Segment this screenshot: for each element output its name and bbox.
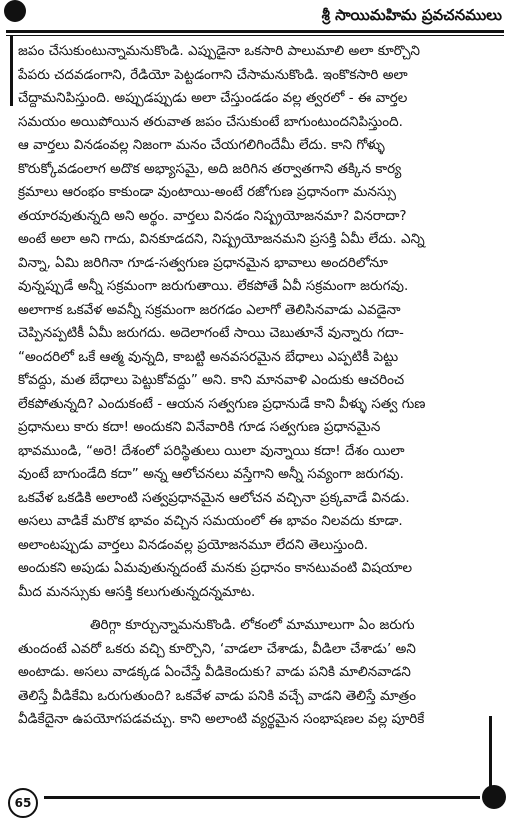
frame-left-border <box>10 36 13 106</box>
text-line: “అందరిలో ఒకే ఆత్మ వున్నది, కాబట్టి అనవసరమైన బేధాలు ఎప్పటికీ పెట్టు <box>18 348 399 365</box>
text-line: తుందంటే ఎవరో ఒకరు వచ్చి కూర్చొని, ‘వాడలా చేశాడు, వీడిలా చేశాడు’ అని <box>18 640 416 657</box>
running-header: శ్రీ సాయిమహిమ ప్రవచనములు <box>321 6 502 24</box>
text-line: తయారవుతున్నది అని అర్థం. వార్తలు వినడం నిష్ప్రయోజనమా? వినరాదా? <box>18 207 407 224</box>
text-line: ఆ వార్తలు వినడంవల్ల నిజంగా మనం చేయగలిగిందేమీ లేదు. కాని గోళ్ళు <box>18 137 385 153</box>
page-number: 65 <box>8 788 38 818</box>
text-line: తెలిస్తే వీడికేమి ఒరుగుతుంది? ఒకవేళ వాడు పనికి వచ్చే వాడని తెలిస్తే మాత్రం <box>18 687 416 704</box>
text-line: అలాంటప్పుడు వార్తలు వినడంవల్ల ప్రయోజనమూ లేదని తెలుస్తుంది. <box>18 536 369 553</box>
corner-ornament-bottom <box>482 785 506 809</box>
body-text <box>18 40 490 732</box>
text-line: వీడికేదైనా ఉపయోగపడవచ్చు. కాని అలాంటి వ్యర్థమైన సంభాషణల వల్ల పూరికే <box>18 711 425 727</box>
text-line: విన్నా, ఏమి జరిగినా గూడ-సత్వగుణ ప్రధానమైన భావాలు అందరిలోనూ <box>18 254 388 271</box>
text-line: అసలు వాడికే మరొక భావం వచ్చిన సమయంలో ఈ భావం నిలవదు కూడా. <box>18 513 403 529</box>
header-rule-inner <box>6 35 504 36</box>
text-line: మీద మనస్సుకు ఆసక్తి కలుగుతున్నదన్నమాట. <box>18 583 256 600</box>
text-line: అందుకని అపుడు ఏమవుతున్నదంటే మనకు ప్రధానం కానటువంటి విషయాల <box>18 560 413 576</box>
corner-ornament-top <box>4 0 26 22</box>
text-line: చేద్దామనిపిస్తుంది. అప్పుడప్పుడు అలా చేస్తుండడం వల్ల త్వరలో - ఈ వార్తల <box>18 90 408 106</box>
text-line: చెప్పినప్పటికీ ఏమీ జరుగదు. అదెలాగంటే సాయి చెబుతూనే వున్నారు గదా- <box>18 325 404 341</box>
text-line: అంటాడు. అసలు వాడక్కడ ఏంచేస్తే వీడికెందుకు? వాడు పనికి మాలినవాడని <box>18 664 411 680</box>
text-line: ఒకవేళ ఒకడికి అలాంటి సత్వప్రధానమైన ఆలోచన వచ్చినా ప్రక్కవాడే వినడు. <box>18 489 410 506</box>
text-line: క్రమాలు ఆరంభం కాకుండా వుంటాయి-అంటే రజోగుణ ప్రధానంగా మనస్సు <box>18 184 396 200</box>
header-rule <box>6 30 504 33</box>
footer-rule <box>44 796 480 799</box>
text-line: భావముండి, “అరె! దేశంలో పరిస్థితులు యిలా వున్నాయి కదా! దేశం యిలా <box>18 442 405 459</box>
text-line: పేపరు చదవడంగాని, రేడియో పెట్టడంగాని చేసామనుకొండి. ఇంకొకసారి అలా <box>18 66 408 83</box>
frame-right-border <box>489 716 492 792</box>
text-line: సమయం అయిపోయిన తరువాత జపం చేసుకుంటే బాగుంటుందనిపిస్తుంది. <box>18 113 403 130</box>
text-line: వున్నప్పుడే అన్నీ సక్రమంగా జరుగుతాయి. లేకపోతే ఏవీ సక్రమంగా జరుగవు. <box>18 278 409 294</box>
text-line: అంటే అలా అని గాదు, వినకూడదని, నిష్ప్రయోజనమని ప్రసక్తి ఏమీ లేదు. ఎన్ని <box>18 231 425 247</box>
text-line: వుంటే బాగుండేది కదా” అన్న ఆలోచనలు వస్తేగాని అన్నీ సవ్యంగా జరుగవు. <box>18 466 404 482</box>
text-line: అలాగాక ఒకవేళ అవన్నీ సక్రమంగా జరగడం ఎలాగో తెలిసినవాడు ఎవడైనా <box>18 301 401 318</box>
text-line: ప్రధానులు కారు కదా! అందుకని వినేవారికి గూడ సత్వగుణ ప్రధానమైన <box>18 419 381 435</box>
text-line: కోవద్దు, మత బేధాలు పెట్టుకోవద్దు” అని. కాని మానవాళి ఎందుకు ఆచరించ <box>18 372 405 388</box>
text-line: లేకపోతున్నది? ఎందుకంటే - ఆయన సత్వగుణ ప్రధానుడే కాని వీళ్ళు సత్వ గుణ <box>18 395 426 412</box>
text-line: తిరిగ్గా కూర్చున్నామనుకొండి. లోకంలో మామూలుగా ఏం జరుగు <box>90 617 415 633</box>
text-line: కొరుక్కోవడంలాగ అదొక అభ్యాసమై, అది జరిగిన తర్వాతగాని తక్కిన కార్య <box>18 160 402 177</box>
text-line: జపం చేసుకుంటున్నామనుకొండి. ఎప్పుడైనా ఒకసారి పాలుమాలి అలా కూర్చొని <box>18 43 421 59</box>
